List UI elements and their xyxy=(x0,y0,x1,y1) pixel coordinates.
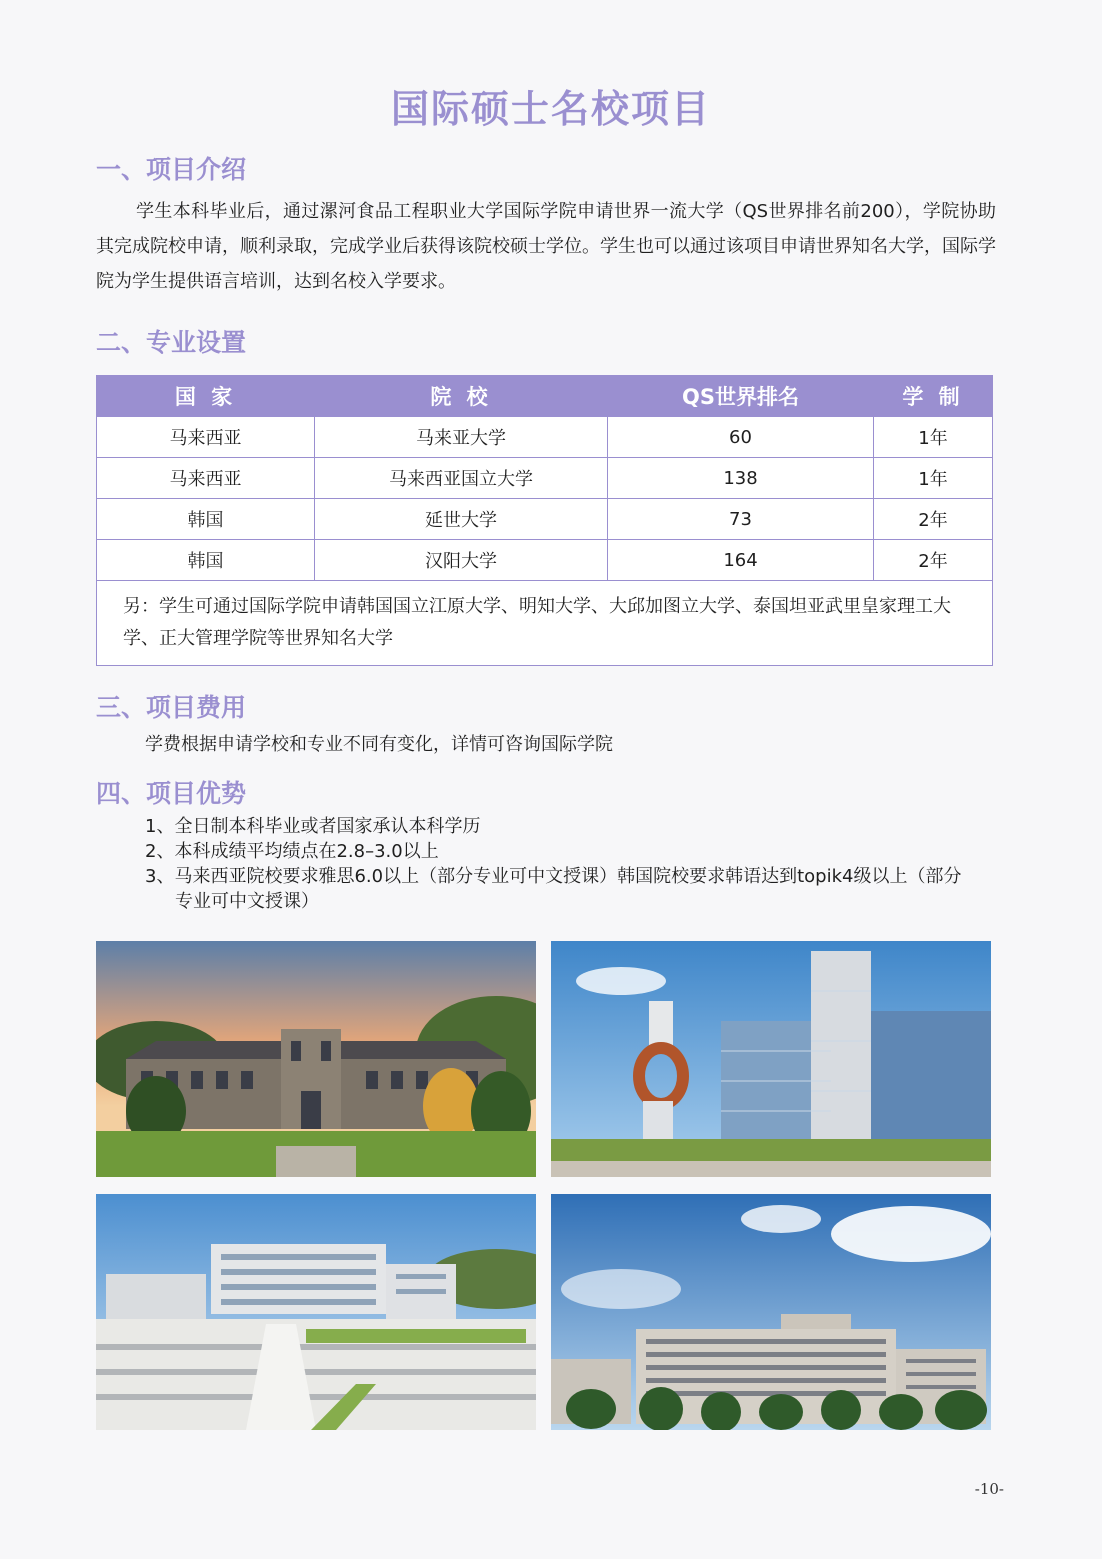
table-row xyxy=(97,458,993,499)
table-cell: 韩国 xyxy=(97,499,315,540)
table-row xyxy=(97,540,993,581)
column-header-qs-rank: QS世界排名 xyxy=(608,376,874,417)
list-item: 3、马来西亚院校要求雅思6.0以上（部分专业可中文授课）韩国院校要求韩语达到topik4级以上（部分专业可中文授课） xyxy=(145,866,962,912)
table-cell: 马来西亚国立大学 xyxy=(315,458,608,499)
list-item: 2、本科成绩平均绩点在2.8–3.0以上 xyxy=(145,841,439,862)
table-cell: 延世大学 xyxy=(315,499,608,540)
column-header-country: 国 家 xyxy=(97,376,315,417)
table-row xyxy=(97,499,993,540)
table-cell: 60 xyxy=(608,417,874,458)
table-cell: 2年 xyxy=(874,499,993,540)
table-cell: 马来西亚 xyxy=(97,417,315,458)
majors-table xyxy=(96,375,993,666)
table-cell: 马来西亚 xyxy=(97,458,315,499)
intro-paragraph: 学生本科毕业后，通过漯河食品工程职业大学国际学院申请世界一流大学（QS世界排名前200），学院协助其完成院校申请，顺利录取，完成学业后获得该院校硕士学位。学生也可以通过该项目申请世界知名大学，国际学院为学生提供语言培训，达到名校入学要求。 xyxy=(96,201,996,292)
page-title: 国际硕士名校项目 xyxy=(390,87,711,131)
table-cell: 马来亚大学 xyxy=(315,417,608,458)
column-header-duration: 学 制 xyxy=(874,376,993,417)
table-cell: 138 xyxy=(608,458,874,499)
section-heading-intro: 一、项目介绍 xyxy=(96,155,247,184)
page-number: -10- xyxy=(974,1480,1004,1498)
table-header-row xyxy=(97,376,993,417)
section-heading-fees: 三、项目费用 xyxy=(96,693,247,722)
campus-photo-main-building xyxy=(551,1194,991,1430)
table-note-row xyxy=(97,581,993,666)
table-note: 另：学生可通过国际学院申请韩国国立江原大学、明知大学、大邱加图立大学、泰国坦亚武里皇家理工大学、正大管理学院等世界知名大学 xyxy=(97,581,993,666)
table-cell: 164 xyxy=(608,540,874,581)
campus-photo-terraced-campus xyxy=(96,1194,536,1430)
section-heading-advantages: 四、项目优势 xyxy=(96,779,247,808)
table-cell: 73 xyxy=(608,499,874,540)
list-item: 1、全日制本科毕业或者国家承认本科学历 xyxy=(145,816,481,837)
table-cell: 韩国 xyxy=(97,540,315,581)
table-cell: 2年 xyxy=(874,540,993,581)
table-row xyxy=(97,417,993,458)
fees-text: 学费根据申请学校和专业不同有变化，详情可咨询国际学院 xyxy=(145,734,613,755)
table-cell: 汉阳大学 xyxy=(315,540,608,581)
table-cell: 1年 xyxy=(874,417,993,458)
section-heading-majors: 二、专业设置 xyxy=(96,328,247,357)
campus-photo-stone-hall xyxy=(96,941,536,1177)
advantages-list xyxy=(145,814,975,914)
campus-photo-glass-building xyxy=(551,941,991,1177)
column-header-school: 院 校 xyxy=(315,376,608,417)
table-cell: 1年 xyxy=(874,458,993,499)
